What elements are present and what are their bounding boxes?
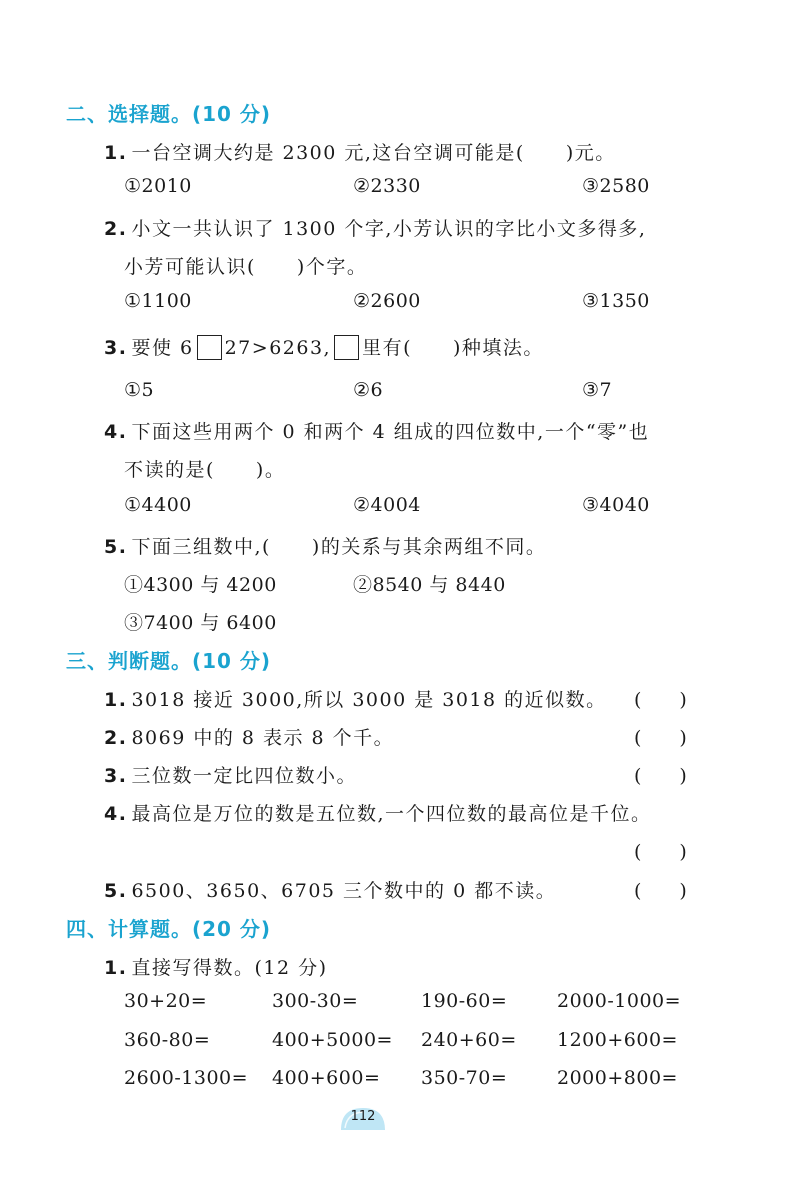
question-number: 5. [104,536,128,558]
choice-q1-option-1: ①2010 [124,175,192,197]
question-text: 直接写得数。(12 分) [131,957,328,979]
question-text: 下面这些用两个 0 和两个 4 组成的四位数中,一个“零”也 [131,421,650,443]
question-text: 3018 接近 3000,所以 3000 是 3018 的近似数。 [131,689,607,711]
section-title-calc: 四、计算题。(20 分) [66,917,272,941]
question-text: 三位数一定比四位数小。 [131,765,357,787]
page-number-badge [335,1104,391,1132]
judge-item-5 [104,876,556,903]
choice-q3 [104,333,544,360]
question-text-post: 里有( )种填法。 [362,337,544,359]
choice-q2-option-3: ③1350 [582,290,650,312]
calc-item: 2000-1000= [557,990,682,1012]
choice-q2-option-2: ②2600 [353,290,421,312]
calc-item: 2000+800= [557,1067,678,1089]
choice-q5-option-1: ①4300 与 4200 [124,574,277,596]
choice-q4-option-1: ①4400 [124,494,192,516]
answer-paren: ( ) [634,765,687,787]
choice-q2-line1 [104,214,646,241]
question-text: 小文一共认识了 1300 个字,小芳认识的字比小文多得多, [131,218,647,240]
calc-item: 190-60= [421,990,508,1012]
answer-paren: ( ) [634,689,687,711]
blank-box [334,335,359,360]
choice-q4-option-2: ②4004 [353,494,421,516]
choice-q5 [104,532,546,559]
choice-q2-option-1: ①1100 [124,290,192,312]
blank-box [197,335,222,360]
page-number: 112 [350,1109,376,1124]
choice-q1 [104,138,616,165]
question-number: 2. [104,727,128,749]
question-number: 1. [104,689,128,711]
answer-paren: ( ) [634,841,687,863]
question-number: 4. [104,803,128,825]
question-number: 5. [104,880,128,902]
choice-q3-option-2: ②6 [353,379,384,401]
choice-q3-option-3: ③7 [582,379,613,401]
section-title-judge: 三、判断题。(10 分) [66,649,272,673]
answer-paren: ( ) [634,727,687,749]
question-number: 4. [104,421,128,443]
calc-q1 [104,953,328,980]
calc-item: 350-70= [421,1067,508,1089]
answer-paren: ( ) [634,880,687,902]
question-number: 3. [104,765,128,787]
calc-item: 1200+600= [557,1029,678,1051]
calc-item: 400+5000= [272,1029,393,1051]
judge-item-3 [104,761,357,788]
judge-item-2 [104,723,394,750]
calc-item: 240+60= [421,1029,517,1051]
calc-item: 300-30= [272,990,359,1012]
calc-item: 400+600= [272,1067,381,1089]
choice-q5-option-2: ②8540 与 8440 [353,574,506,596]
question-number: 3. [104,337,128,359]
calc-item: 2600-1300= [124,1067,249,1089]
judge-item-4 [104,799,652,826]
question-number: 1. [104,142,128,164]
choice-q5-option-3: ③7400 与 6400 [124,612,277,634]
choice-q2-line2: 小芳可能认识( )个字。 [124,256,368,278]
choice-q4-line2: 不读的是( )。 [124,459,286,481]
choice-q1-option-3: ③2580 [582,175,650,197]
question-text-mid: 27>6263, [224,337,332,359]
question-text: 下面三组数中,( )的关系与其余两组不同。 [131,536,547,558]
question-text: 6500、3650、6705 三个数中的 0 都不读。 [131,880,557,902]
section-title-choice: 二、选择题。(10 分) [66,102,272,126]
question-text-pre: 要使 6 [131,337,194,359]
choice-q4-line1 [104,417,649,444]
question-number: 1. [104,957,128,979]
question-number: 2. [104,218,128,240]
judge-item-1 [104,685,607,712]
choice-q3-option-1: ①5 [124,379,155,401]
question-text: 一台空调大约是 2300 元,这台空调可能是( )元。 [131,142,616,164]
choice-q4-option-3: ③4040 [582,494,650,516]
choice-q1-option-2: ②2330 [353,175,421,197]
question-text: 最高位是万位的数是五位数,一个四位数的最高位是千位。 [131,803,652,825]
question-text: 8069 中的 8 表示 8 个千。 [131,727,395,749]
calc-item: 360-80= [124,1029,211,1051]
calc-item: 30+20= [124,990,208,1012]
